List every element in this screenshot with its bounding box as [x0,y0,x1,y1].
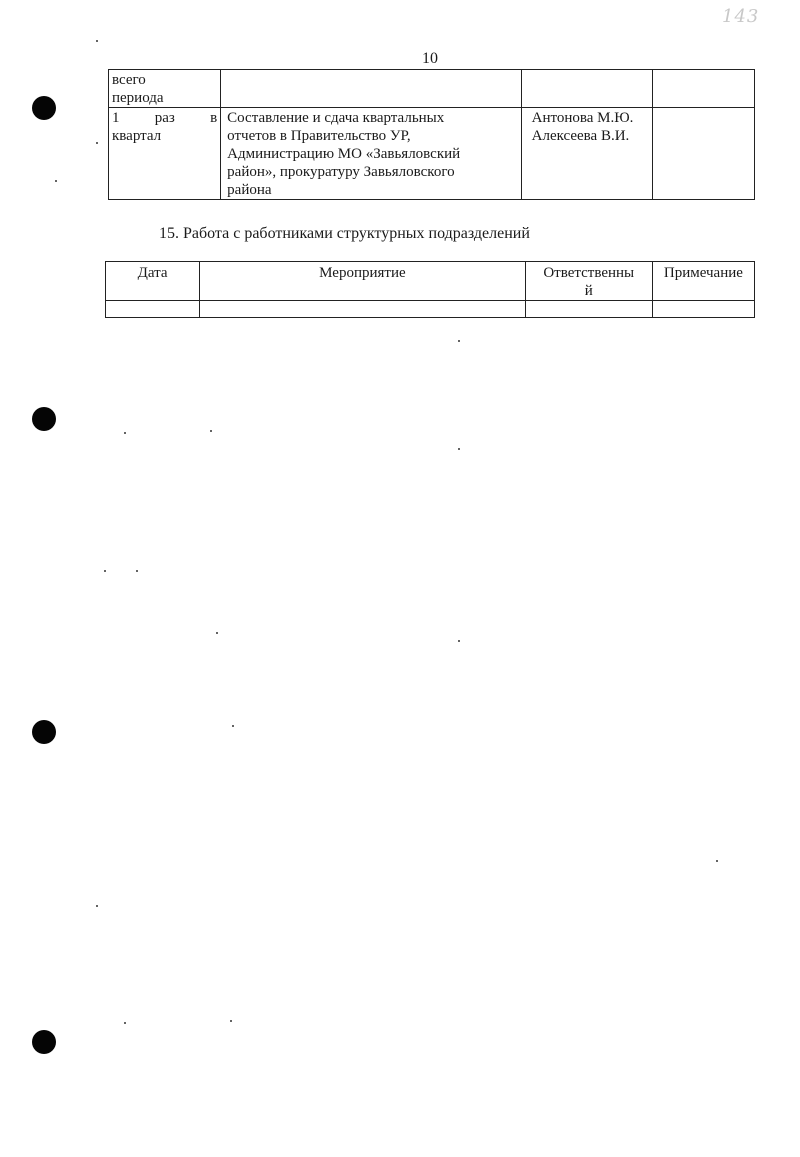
responsible-cell [521,70,652,108]
period-line: всего [112,72,146,88]
activity-cell [221,108,521,200]
punch-hole-icon [32,720,56,744]
empty-cell [652,301,754,318]
scan-speck [96,40,98,42]
table-header-row [106,262,755,301]
scan-speck [55,180,57,182]
activity-cell [221,70,521,108]
punch-hole-icon [32,96,56,120]
scan-speck [458,448,460,450]
header-responsible-line: й [584,283,593,299]
activity-line: район», прокуратуру Завьяловского [227,164,455,180]
scan-speck [124,432,126,434]
scan-speck [458,340,460,342]
scan-speck [216,632,218,634]
period-word: раз [154,110,175,126]
empty-cell [200,301,526,318]
scan-speck [104,570,106,572]
scan-speck [96,142,98,144]
activity-table [108,69,755,200]
note-cell [652,108,754,200]
period-line [112,109,217,127]
staff-work-table [105,261,755,318]
table-row [106,301,755,318]
period-word: в [210,110,218,126]
scan-speck [96,905,98,907]
archive-page-mark: 143 [722,6,760,27]
scan-speck [232,725,234,727]
period-cell [109,70,221,108]
header-note: Примечание [652,262,754,301]
scan-speck [230,1020,232,1022]
table-row [109,108,755,200]
responsible-line: Антонова М.Ю. [531,110,634,126]
header-date: Дата [106,262,200,301]
period-line: периода [112,90,164,106]
header-event: Мероприятие [200,262,526,301]
punch-hole-icon [32,1030,56,1054]
responsible-cell [521,108,652,200]
header-responsible [525,262,652,301]
note-cell [652,70,754,108]
period-line: квартал [112,128,162,144]
responsible-line: Алексеева В.И. [531,128,630,144]
header-responsible-line: Ответственны [543,265,635,281]
scan-speck [716,860,718,862]
scan-speck [124,1022,126,1024]
page-number: 10 [422,50,438,67]
scan-speck [136,570,138,572]
section-heading: 15. Работа с работниками структурных подразделений [159,225,530,242]
punch-hole-icon [32,407,56,431]
activity-line: Составление и сдача квартальных [227,110,445,126]
activity-line: Администрацию МО «Завьяловский [227,146,461,162]
activity-line: района [227,182,272,198]
period-cell [109,108,221,200]
activity-line: отчетов в Правительство УР, [227,128,411,144]
table-row [109,70,755,108]
empty-cell [106,301,200,318]
scan-speck [458,640,460,642]
scan-speck [210,430,212,432]
empty-cell [525,301,652,318]
period-word: 1 [112,110,120,126]
